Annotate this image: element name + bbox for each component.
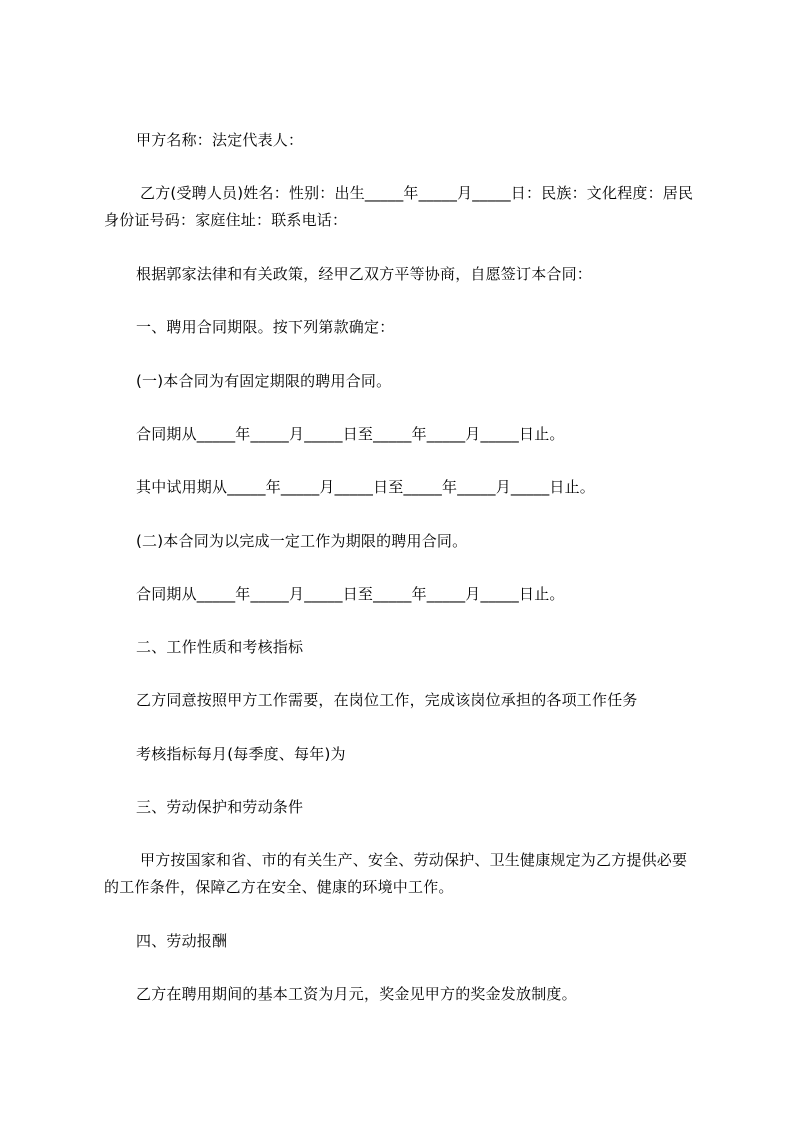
party-b-info: 乙方(受聘人员)姓名：性别：出生_____年_____月_____日：民族：文化程度：居民身份证号码：家庭住址：联系电话： xyxy=(104,184,694,229)
salary-clause: 乙方在聘用期间的基本工资为月元，奖金见甲方的奖金发放制度。 xyxy=(136,985,577,1003)
section-1-heading: 一、聘用合同期限。按下列第款确定： xyxy=(136,318,395,336)
assessment-index: 考核指标每月(每季度、每年)为 xyxy=(136,745,346,763)
section-3-heading: 三、劳动保护和劳动条件 xyxy=(136,798,304,816)
section-4-heading: 四、劳动报酬 xyxy=(136,932,228,950)
contract-period-2: 合同期从_____年_____月_____日至_____年_____月_____日止。 xyxy=(136,585,565,603)
party-a-line: 甲方名称：法定代表人： xyxy=(136,131,304,149)
section-2-heading: 二、工作性质和考核指标 xyxy=(136,638,304,656)
work-duty: 乙方同意按照甲方工作需要，在岗位工作，完成该岗位承担的各项工作任务 xyxy=(136,691,638,709)
contract-period-1: 合同期从_____年_____月_____日至_____年_____月_____日止。 xyxy=(136,425,565,443)
probation-period: 其中试用期从_____年_____月_____日至_____年_____月_____日止。 xyxy=(136,478,596,496)
labor-protection: 甲方按国家和省、市的有关生产、安全、劳动保护、卫生健康规定为乙方提供必要的工作条件，保障乙方在安全、健康的环境中工作。 xyxy=(104,851,688,896)
preamble: 根据郭家法律和有关政策，经甲乙双方平等协商，自愿签订本合同： xyxy=(136,265,593,283)
clause-1-2: (二)本合同为以完成一定工作为期限的聘用合同。 xyxy=(136,532,468,550)
clause-1-1: (一)本合同为有固定期限的聘用合同。 xyxy=(136,372,392,390)
